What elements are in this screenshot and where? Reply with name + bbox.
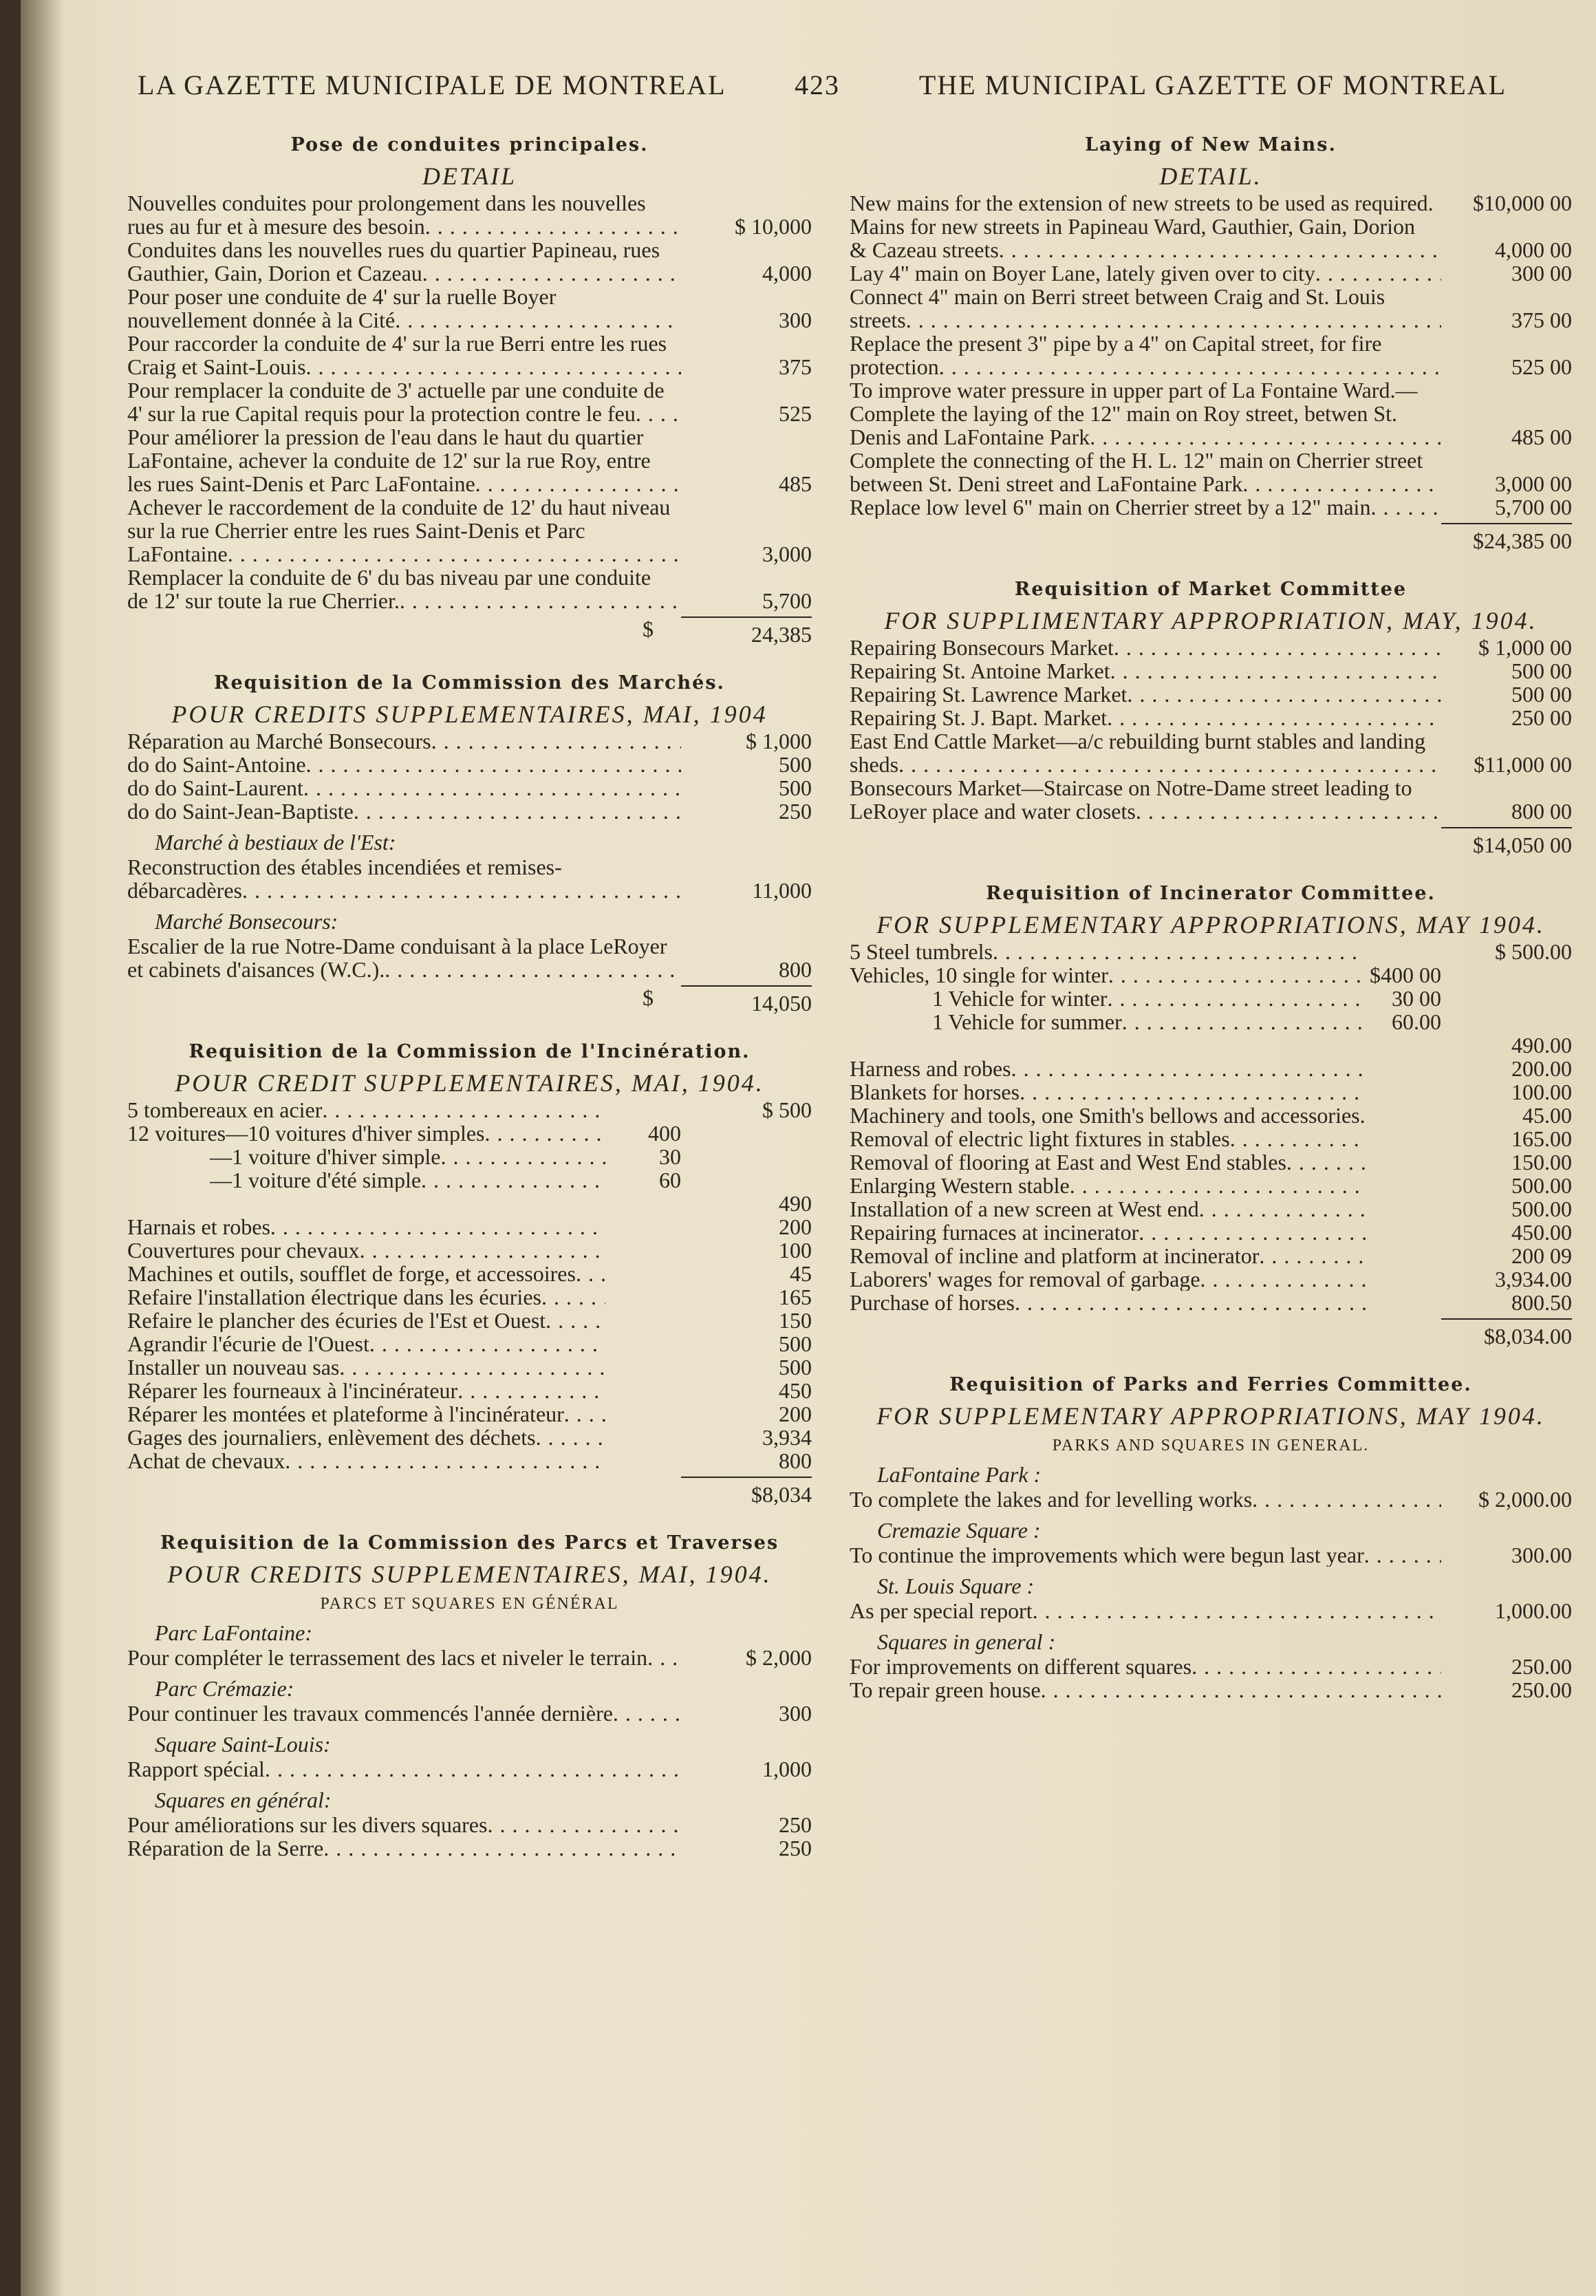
running-header bbox=[138, 69, 1507, 117]
row-amount: 45 bbox=[790, 1261, 812, 1286]
row-text: New mains for the extension of new streets to be used as required . . . bbox=[850, 191, 1441, 215]
row-amount: 1,000 bbox=[762, 1757, 812, 1781]
section-total bbox=[127, 985, 812, 1016]
table-row bbox=[127, 800, 812, 823]
row-amount: 485 bbox=[779, 471, 812, 496]
section-incineration bbox=[127, 1041, 812, 1508]
row-text: 5 tombereaux en acier . . . bbox=[127, 1098, 605, 1122]
row-amount: 250.00 bbox=[1511, 1677, 1572, 1702]
table-row bbox=[127, 1426, 812, 1449]
row-text: Pour améliorations sur les divers squares . . . bbox=[127, 1813, 681, 1836]
row-text: Pour raccorder la conduite de 4' sur la rue Berri entre les rues Craig et Saint-Louis . . . bbox=[127, 332, 681, 378]
row-text: Reconstruction des étables incendiées et remises-débarcadères . . . bbox=[127, 855, 681, 902]
rows bbox=[127, 729, 812, 823]
section-total bbox=[850, 523, 1572, 554]
row-amount: 200 09 bbox=[1511, 1243, 1572, 1268]
row-text: Nouvelles conduites pour prolongement dans les nouvelles rues au fur et à mesure des besoin . . . bbox=[127, 191, 681, 238]
row-text: To complete the lakes and for levelling works . . . bbox=[850, 1488, 1441, 1511]
row-amount: 525 00 bbox=[1511, 354, 1572, 379]
section-title: Laying of New Mains. bbox=[1085, 134, 1337, 155]
row-text: Bonsecours Market—Staircase on Notre-Dame street leading to LeRoyer place and water closets . . . bbox=[850, 776, 1441, 823]
row-text: Installer un nouveau sas . . . bbox=[127, 1355, 605, 1379]
category-label: Parc Crémazie: bbox=[155, 1676, 294, 1701]
row-text: 1 Vehicle for winter . . . bbox=[850, 987, 1366, 1010]
row-amount: 5,700 00 bbox=[1495, 495, 1572, 519]
total-amount: 14,050 bbox=[681, 985, 812, 1016]
row-text: Enlarging Western stable . . . bbox=[850, 1174, 1366, 1197]
row-text: Refaire le plancher des écuries de l'Est et Ouest . . . bbox=[127, 1309, 605, 1332]
row-amount: 150.00 bbox=[1511, 1150, 1572, 1174]
header-left: LA GAZETTE MUNICIPALE DE MONTREAL bbox=[138, 69, 726, 100]
row-text: Refaire l'installation électrique dans les écuries . . . bbox=[127, 1285, 605, 1309]
table-row bbox=[850, 1057, 1572, 1080]
table-row bbox=[127, 1757, 812, 1781]
row-amount: 150 bbox=[779, 1308, 812, 1333]
row-amount: 250 bbox=[779, 1812, 812, 1837]
row-text: Replace the present 3" pipe by a 4" on Capital street, for fire protection . . . bbox=[850, 332, 1441, 378]
row-text: do do Saint-Laurent . . . bbox=[127, 776, 681, 800]
row-subamount: $400 00 bbox=[1370, 963, 1441, 987]
row-text: Couvertures pour chevaux . . . bbox=[127, 1238, 605, 1262]
section-marches bbox=[127, 672, 812, 1016]
rows bbox=[850, 940, 1572, 1314]
category-label: Squares in general : bbox=[877, 1629, 1056, 1654]
table-row bbox=[127, 495, 812, 566]
table-row bbox=[850, 191, 1572, 215]
french-column bbox=[127, 134, 812, 1885]
total-amount: $24,385 00 bbox=[1441, 523, 1572, 554]
table-row bbox=[127, 1702, 812, 1725]
section-total bbox=[850, 1318, 1572, 1349]
row-text: Repairing Bonsecours Market . . . bbox=[850, 636, 1441, 659]
section-title: Requisition of Market Committee bbox=[1014, 579, 1408, 600]
row-amount: 3,934 bbox=[762, 1425, 812, 1450]
row-amount: 375 00 bbox=[1511, 308, 1572, 332]
row-text: Repairing furnaces at incinerator . . . bbox=[850, 1221, 1366, 1244]
table-row bbox=[127, 1285, 812, 1309]
row-text: Pour remplacer la conduite de 3' actuelle par une conduite de 4' sur la rue Capital requis pour la protection contre le feu . . . bbox=[127, 378, 681, 425]
row-subamount: 30 00 bbox=[1392, 986, 1441, 1011]
table-row bbox=[850, 659, 1572, 683]
section-total bbox=[850, 827, 1572, 858]
table-row bbox=[127, 566, 812, 612]
row-text: Gages des journaliers, enlèvement des déchets . . . bbox=[127, 1426, 605, 1449]
table-row bbox=[850, 940, 1572, 963]
row-amount: 200 bbox=[779, 1402, 812, 1426]
row-amount: 45.00 bbox=[1522, 1103, 1572, 1128]
row-subamount: 60.00 bbox=[1392, 1009, 1441, 1034]
row-amount: 4,000 00 bbox=[1495, 237, 1572, 262]
row-text: Rapport spécial . . . bbox=[127, 1757, 681, 1781]
section-subtitle: POUR CREDITS SUPPLEMENTAIRES, MAI, 1904 bbox=[171, 700, 768, 728]
page-number: 423 bbox=[795, 69, 840, 100]
row-amount: 525 bbox=[779, 401, 812, 426]
row-amount: 200 bbox=[779, 1214, 812, 1239]
row-amount: 250.00 bbox=[1511, 1654, 1572, 1679]
section-subtitle: POUR CREDIT SUPPLEMENTAIRES, MAI, 1904. bbox=[175, 1069, 764, 1097]
table-row bbox=[127, 1215, 812, 1238]
table-row bbox=[850, 378, 1572, 449]
category-label: St. Louis Square : bbox=[877, 1574, 1035, 1598]
table-row bbox=[850, 636, 1572, 659]
section-subtitle: FOR SUPPLIMENTARY APPROPRIATION, MAY, 1904. bbox=[884, 607, 1538, 634]
section-subtitle: DETAIL bbox=[422, 162, 517, 190]
row-amount: 11,000 bbox=[752, 878, 812, 903]
table-row bbox=[850, 1678, 1572, 1702]
table-row bbox=[127, 753, 812, 776]
table-row bbox=[850, 1244, 1572, 1267]
english-column bbox=[850, 134, 1572, 1726]
section-parks bbox=[850, 1374, 1572, 1702]
section-title: Requisition de la Commission des Parcs et Traverses bbox=[160, 1532, 779, 1554]
section-title: Pose de conduites principales. bbox=[290, 134, 649, 155]
row-text: Mains for new streets in Papineau Ward, Gauthier, Gain, Dorion & Cazeau streets . . . bbox=[850, 215, 1441, 261]
table-row bbox=[850, 1291, 1572, 1314]
table-row bbox=[127, 1379, 812, 1402]
row-text: Connect 4" main on Berri street between Craig and St. Louis streets . . . bbox=[850, 285, 1441, 332]
section-title: Requisition de la Commission des Marchés. bbox=[214, 672, 725, 694]
row-text: Remplacer la conduite de 6' du bas niveau par une conduite de 12' sur toute la rue Cherrier. . . . bbox=[127, 566, 681, 612]
row-text: 1 Vehicle for summer . . . bbox=[850, 1010, 1366, 1033]
table-row bbox=[127, 776, 812, 800]
row-text: Machines et outils, soufflet de forge, et accessoires . . . bbox=[127, 1262, 605, 1285]
table-row bbox=[850, 683, 1572, 706]
row-text: Lay 4" main on Boyer Lane, lately given over to city . . . bbox=[850, 261, 1441, 285]
table-row bbox=[127, 1646, 812, 1669]
section-incinerator bbox=[850, 883, 1572, 1349]
row-amount: 250 bbox=[779, 799, 812, 824]
row-text: Replace low level 6" main on Cherrier street by a 12" main . . . bbox=[850, 495, 1441, 519]
row-text: Vehicles, 10 single for winter . . . bbox=[850, 963, 1366, 987]
row-text: —1 voiture d'été simple . . . bbox=[127, 1168, 605, 1192]
table-row bbox=[127, 1332, 812, 1355]
table-row bbox=[127, 332, 812, 378]
row-amount: $10,000 00 bbox=[1473, 191, 1572, 215]
category-label: Cremazie Square : bbox=[877, 1518, 1041, 1543]
row-amount: 5,700 bbox=[762, 588, 812, 613]
header-right: THE MUNICIPAL GAZETTE OF MONTREAL bbox=[918, 69, 1507, 100]
row-amount: $ 1,000 bbox=[746, 729, 812, 753]
table-row bbox=[850, 776, 1572, 823]
row-text: Repairing St. Antoine Market . . . bbox=[850, 659, 1441, 683]
row-amount: $ 10,000 bbox=[735, 214, 812, 239]
row-text: Conduites dans les nouvelles rues du quartier Papineau, rues Gauthier, Gain, Dorion et Cazeau . . . bbox=[127, 238, 681, 285]
table-row bbox=[850, 1655, 1572, 1678]
table-row bbox=[850, 1104, 1572, 1127]
table-row bbox=[127, 425, 812, 495]
table-row bbox=[850, 285, 1572, 332]
table-row bbox=[850, 963, 1572, 987]
table-row bbox=[127, 1145, 812, 1168]
row-amount: 300 00 bbox=[1511, 261, 1572, 286]
table-row bbox=[850, 1267, 1572, 1291]
row-amount: $ 500.00 bbox=[1495, 939, 1572, 964]
row-amount: 490.00 bbox=[1511, 1033, 1572, 1058]
table-row bbox=[127, 1098, 812, 1122]
row-amount: 800 00 bbox=[1511, 799, 1572, 824]
category-label: Marché Bonsecours: bbox=[155, 909, 338, 934]
row-amount: 165 bbox=[779, 1285, 812, 1309]
table-row bbox=[850, 1488, 1572, 1511]
row-amount: 3,934.00 bbox=[1495, 1267, 1572, 1291]
rows bbox=[850, 1462, 1572, 1678]
row-amount: 800 bbox=[779, 1448, 812, 1473]
row-amount: 500 bbox=[779, 752, 812, 777]
row-amount: 500.00 bbox=[1511, 1197, 1572, 1221]
table-row bbox=[127, 729, 812, 753]
table-row bbox=[850, 1599, 1572, 1622]
row-text: To repair green house . . . bbox=[850, 1678, 1441, 1702]
row-amount: 100.00 bbox=[1511, 1080, 1572, 1104]
section-title: Requisition de la Commission de l'Incinération. bbox=[188, 1041, 751, 1062]
section-title: Requisition of Parks and Ferries Committee. bbox=[949, 1374, 1472, 1395]
row-amount: 800 bbox=[779, 957, 812, 982]
category-label: LaFontaine Park : bbox=[877, 1462, 1042, 1487]
table-row bbox=[850, 215, 1572, 261]
row-amount: 500 bbox=[779, 1331, 812, 1356]
row-amount: 100 bbox=[779, 1238, 812, 1263]
row-text: Harnais et robes . . . bbox=[127, 1215, 605, 1238]
row-amount: 500 bbox=[779, 775, 812, 800]
row-amount: 490 bbox=[779, 1191, 812, 1216]
row-text: Installation of a new screen at West end . . . bbox=[850, 1197, 1366, 1221]
table-row bbox=[850, 706, 1572, 729]
section-parcs bbox=[127, 1532, 812, 1860]
row-amount: 500 00 bbox=[1511, 682, 1572, 707]
row-text: Laborers' wages for removal of garbage . . . bbox=[850, 1267, 1366, 1291]
row-subamount: 30 bbox=[659, 1144, 681, 1169]
row-text: Réparer les montées et plateforme à l'incinérateur . . . bbox=[127, 1402, 605, 1426]
category-label: Parc LaFontaine: bbox=[155, 1620, 312, 1645]
section-subhead: PARKS AND SQUARES IN GENERAL. bbox=[1052, 1437, 1370, 1455]
book-spine-shadow bbox=[21, 0, 62, 2296]
table-row bbox=[127, 238, 812, 285]
row-amount: 500.00 bbox=[1511, 1173, 1572, 1198]
row-amount: 4,000 bbox=[762, 261, 812, 286]
row-amount: 450 bbox=[779, 1378, 812, 1403]
row-amount: 300.00 bbox=[1511, 1543, 1572, 1567]
row-amount: $ 500 bbox=[762, 1097, 812, 1122]
table-row bbox=[127, 1238, 812, 1262]
table-row bbox=[850, 1010, 1572, 1033]
row-text: Escalier de la rue Notre-Dame conduisant à la place LeRoyer et cabinets d'aisances (W.C.). . . . bbox=[127, 934, 681, 981]
table-row bbox=[127, 855, 812, 902]
table-row bbox=[850, 1127, 1572, 1150]
rows bbox=[127, 191, 812, 612]
section-pose-conduites bbox=[127, 134, 812, 647]
section-subtitle: FOR SUPPLEMENTARY APPROPRIATIONS, MAY 1904. bbox=[876, 1402, 1545, 1430]
table-row bbox=[850, 1174, 1572, 1197]
table-row bbox=[127, 1449, 812, 1472]
row-text: Achever le raccordement de la conduite de 12' du haut niveau sur la rue Cherrier entre les rues Saint-Denis et Parc LaFontaine . . . bbox=[127, 495, 681, 566]
section-subtitle: DETAIL. bbox=[1159, 162, 1262, 190]
table-row bbox=[850, 1080, 1572, 1104]
row-text: East End Cattle Market—a/c rebuilding burnt stables and landing sheds . . . bbox=[850, 729, 1441, 776]
row-amount: 300 bbox=[779, 1701, 812, 1726]
table-row bbox=[850, 495, 1572, 519]
row-amount: $11,000 00 bbox=[1474, 752, 1572, 777]
row-text: Pour améliorer la pression de l'eau dans le haut du quartier LaFontaine, achever la conduite de 12' sur la rue Roy, entre les rues Saint-Denis et Parc LaFontaine . . . bbox=[127, 425, 681, 495]
row-amount: $ 2,000 bbox=[746, 1645, 812, 1670]
total-amount: 24,385 bbox=[681, 616, 812, 647]
section-subtitle: POUR CREDITS SUPPLEMENTAIRES, MAI, 1904. bbox=[167, 1560, 772, 1588]
table-row bbox=[850, 332, 1572, 378]
table-row bbox=[127, 1309, 812, 1332]
row-amount: 375 bbox=[779, 354, 812, 379]
table-row bbox=[127, 1402, 812, 1426]
row-text: Réparer les fourneaux à l'incinérateur . . . bbox=[127, 1379, 605, 1402]
table-row bbox=[850, 261, 1572, 285]
row-amount: 200.00 bbox=[1511, 1056, 1572, 1081]
row-amount: 165.00 bbox=[1511, 1126, 1572, 1151]
row-text: Réparation au Marché Bonsecours . . . bbox=[127, 729, 681, 753]
rows bbox=[127, 1098, 812, 1472]
table-row bbox=[850, 987, 1572, 1010]
row-text: Machinery and tools, one Smith's bellows and accessories . . . bbox=[850, 1104, 1366, 1127]
table-row bbox=[127, 1192, 812, 1215]
row-text: Blankets for horses . . . bbox=[850, 1080, 1366, 1104]
row-text: Réparation de la Serre . . . bbox=[127, 1836, 681, 1860]
row-text: Removal of flooring at East and West End stables . . . bbox=[850, 1150, 1366, 1174]
table-row bbox=[127, 1168, 812, 1192]
row-amount: 300 bbox=[779, 308, 812, 332]
section-total bbox=[127, 616, 812, 647]
table-row bbox=[850, 1150, 1572, 1174]
gazette-page bbox=[21, 0, 1596, 2296]
row-text: Complete the connecting of the H. L. 12" main on Cherrier street between St. Deni street and LaFontaine Park . . . bbox=[850, 449, 1441, 495]
row-text: Pour compléter le terrassement des lacs et niveler le terrain . . . bbox=[127, 1646, 681, 1669]
row-text: Harness and robes . . . bbox=[850, 1057, 1366, 1080]
row-subamount: 60 bbox=[659, 1168, 681, 1192]
row-text: Agrandir l'écurie de l'Ouest . . . bbox=[127, 1332, 605, 1355]
row-amount: 3,000 bbox=[762, 541, 812, 566]
row-text: Purchase of horses . . . bbox=[850, 1291, 1366, 1314]
row-subamount: 400 bbox=[648, 1121, 681, 1146]
table-row bbox=[850, 449, 1572, 495]
section-market bbox=[850, 579, 1572, 858]
row-amount: 500 bbox=[779, 1355, 812, 1380]
row-amount: $ 2,000.00 bbox=[1478, 1487, 1572, 1512]
row-amount: $ 1,000 00 bbox=[1478, 635, 1572, 660]
rows bbox=[850, 191, 1572, 519]
row-text: As per special report . . . bbox=[850, 1599, 1441, 1622]
table-row bbox=[127, 934, 812, 981]
table-row bbox=[127, 1262, 812, 1285]
section-subhead: PARCS ET SQUARES EN GÉNÉRAL bbox=[320, 1595, 619, 1613]
total-amount: $8,034 bbox=[681, 1477, 812, 1508]
row-text: Removal of electric light fixtures in stables . . . bbox=[850, 1127, 1366, 1150]
row-text: Pour poser une conduite de 4' sur la ruelle Boyer nouvellement donnée à la Cité . . . bbox=[127, 285, 681, 332]
total-currency: $ bbox=[643, 616, 654, 641]
row-text: do do Saint-Antoine . . . bbox=[127, 753, 681, 776]
total-amount: $14,050 00 bbox=[1441, 827, 1572, 858]
table-row bbox=[127, 1355, 812, 1379]
table-row bbox=[127, 1813, 812, 1836]
table-row bbox=[127, 191, 812, 238]
row-amount: 1,000.00 bbox=[1495, 1598, 1572, 1623]
table-row bbox=[127, 1836, 812, 1860]
row-amount: 250 bbox=[779, 1836, 812, 1860]
row-text: To continue the improvements which were begun last year . . . bbox=[850, 1543, 1441, 1567]
row-text: Achat de chevaux . . . bbox=[127, 1449, 605, 1472]
row-amount: 500 00 bbox=[1511, 658, 1572, 683]
row-amount: 800.50 bbox=[1511, 1290, 1572, 1315]
table-row bbox=[850, 729, 1572, 776]
table-row bbox=[127, 285, 812, 332]
row-text: 5 Steel tumbrels . . . bbox=[850, 940, 1366, 963]
section-total bbox=[127, 1477, 812, 1508]
row-text: do do Saint-Jean-Baptiste . . . bbox=[127, 800, 681, 823]
row-amount: 485 00 bbox=[1511, 425, 1572, 449]
row-text: Removal of incline and platform at incinerator . . . bbox=[850, 1244, 1366, 1267]
table-row bbox=[850, 1033, 1572, 1057]
section-title: Requisition of Incinerator Committee. bbox=[986, 883, 1436, 904]
rows bbox=[127, 1620, 812, 1836]
rows bbox=[850, 636, 1572, 823]
row-text: To improve water pressure in upper part of La Fontaine Ward.—Complete the laying of the 12" main on Roy street, betwen St. Denis and LaFontaine Park . . . bbox=[850, 378, 1441, 449]
row-text: For improvements on different squares . . . bbox=[850, 1655, 1441, 1678]
category-label: Marché à bestiaux de l'Est: bbox=[155, 830, 396, 855]
row-text: —1 voiture d'hiver simple . . . bbox=[127, 1145, 605, 1168]
row-text: 12 voitures—10 voitures d'hiver simples . . . bbox=[127, 1122, 605, 1145]
row-amount: 250 00 bbox=[1511, 705, 1572, 730]
category-label: Squares en général: bbox=[155, 1788, 332, 1812]
total-amount: $8,034.00 bbox=[1441, 1318, 1572, 1349]
total-currency: $ bbox=[643, 985, 654, 1010]
row-amount: 3,000 00 bbox=[1495, 471, 1572, 496]
table-row bbox=[127, 1122, 812, 1145]
table-row bbox=[850, 1221, 1572, 1244]
section-subtitle: FOR SUPPLEMENTARY APPROPRIATIONS, MAY 1904. bbox=[876, 911, 1545, 938]
row-text: Repairing St. Lawrence Market . . . bbox=[850, 683, 1441, 706]
category-label: Square Saint-Louis: bbox=[155, 1732, 331, 1757]
row-text: Pour continuer les travaux commencés l'année dernière . . . bbox=[127, 1702, 681, 1725]
row-text: Repairing St. J. Bapt. Market . . . bbox=[850, 706, 1441, 729]
table-row bbox=[850, 1543, 1572, 1567]
table-row bbox=[850, 1197, 1572, 1221]
table-row bbox=[127, 378, 812, 425]
section-laying-mains bbox=[850, 134, 1572, 554]
row-amount: 450.00 bbox=[1511, 1220, 1572, 1245]
